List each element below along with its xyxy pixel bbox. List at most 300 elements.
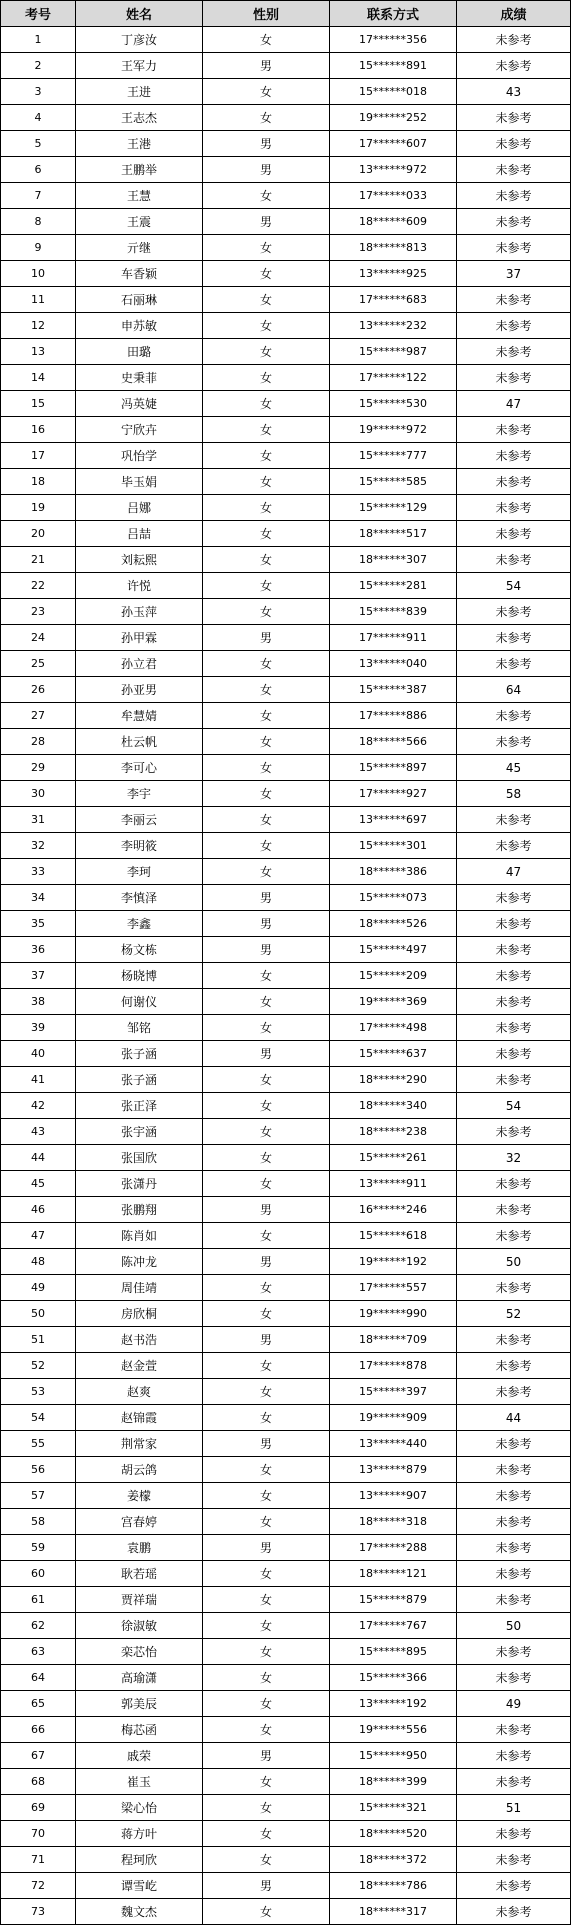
cell-name: 杜云帆 (76, 729, 203, 755)
cell-gender: 男 (203, 1249, 330, 1275)
cell-gender: 男 (203, 209, 330, 235)
cell-exam-id: 20 (1, 521, 76, 547)
header-contact: 联系方式 (330, 1, 457, 27)
cell-score: 未参考 (457, 547, 571, 573)
cell-name: 王震 (76, 209, 203, 235)
cell-exam-id: 23 (1, 599, 76, 625)
cell-exam-id: 70 (1, 1821, 76, 1847)
cell-name: 石丽琳 (76, 287, 203, 313)
cell-exam-id: 41 (1, 1067, 76, 1093)
cell-gender: 女 (203, 1847, 330, 1873)
cell-score: 未参考 (457, 651, 571, 677)
cell-gender: 女 (203, 1405, 330, 1431)
cell-name: 赵锦霞 (76, 1405, 203, 1431)
cell-contact: 18******372 (330, 1847, 457, 1873)
cell-score: 未参考 (457, 989, 571, 1015)
cell-score: 未参考 (457, 1639, 571, 1665)
cell-name: 刘耘熙 (76, 547, 203, 573)
cell-score: 54 (457, 573, 571, 599)
cell-score: 未参考 (457, 235, 571, 261)
table-row (1, 573, 571, 599)
cell-gender: 女 (203, 417, 330, 443)
cell-gender: 男 (203, 1197, 330, 1223)
cell-name: 王志杰 (76, 105, 203, 131)
cell-gender: 女 (203, 1587, 330, 1613)
cell-exam-id: 14 (1, 365, 76, 391)
table-row (1, 937, 571, 963)
table-row (1, 1145, 571, 1171)
cell-exam-id: 43 (1, 1119, 76, 1145)
cell-name: 邹铭 (76, 1015, 203, 1041)
cell-name: 冯英婕 (76, 391, 203, 417)
cell-name: 王鹏举 (76, 157, 203, 183)
cell-exam-id: 42 (1, 1093, 76, 1119)
table-row (1, 1171, 571, 1197)
cell-score: 49 (457, 1691, 571, 1717)
cell-exam-id: 69 (1, 1795, 76, 1821)
cell-name: 李鑫 (76, 911, 203, 937)
cell-name: 袁鹏 (76, 1535, 203, 1561)
cell-gender: 女 (203, 365, 330, 391)
cell-score: 未参考 (457, 703, 571, 729)
cell-name: 张国欣 (76, 1145, 203, 1171)
cell-gender: 女 (203, 807, 330, 833)
cell-contact: 18******399 (330, 1769, 457, 1795)
cell-score: 54 (457, 1093, 571, 1119)
cell-exam-id: 13 (1, 339, 76, 365)
cell-name: 孙甲霖 (76, 625, 203, 651)
cell-contact: 17******886 (330, 703, 457, 729)
table-row (1, 1431, 571, 1457)
cell-exam-id: 36 (1, 937, 76, 963)
cell-score: 未参考 (457, 1587, 571, 1613)
table-row (1, 131, 571, 157)
cell-contact: 17******122 (330, 365, 457, 391)
cell-contact: 15******585 (330, 469, 457, 495)
cell-contact: 17******033 (330, 183, 457, 209)
table-row (1, 1535, 571, 1561)
cell-gender: 女 (203, 1145, 330, 1171)
cell-contact: 13******925 (330, 261, 457, 287)
cell-exam-id: 27 (1, 703, 76, 729)
cell-gender: 女 (203, 1769, 330, 1795)
cell-score: 未参考 (457, 417, 571, 443)
table-row (1, 339, 571, 365)
cell-score: 43 (457, 79, 571, 105)
table-row (1, 1483, 571, 1509)
cell-score: 未参考 (457, 1821, 571, 1847)
cell-contact: 17******927 (330, 781, 457, 807)
cell-exam-id: 63 (1, 1639, 76, 1665)
cell-name: 张宇涵 (76, 1119, 203, 1145)
cell-name: 宁欣卉 (76, 417, 203, 443)
cell-score: 未参考 (457, 625, 571, 651)
cell-gender: 女 (203, 703, 330, 729)
cell-gender: 女 (203, 755, 330, 781)
table-row (1, 1327, 571, 1353)
cell-contact: 18******526 (330, 911, 457, 937)
cell-contact: 13******440 (330, 1431, 457, 1457)
cell-exam-id: 12 (1, 313, 76, 339)
cell-exam-id: 50 (1, 1301, 76, 1327)
cell-gender: 男 (203, 1041, 330, 1067)
table-row (1, 1093, 571, 1119)
cell-exam-id: 26 (1, 677, 76, 703)
cell-contact: 17******607 (330, 131, 457, 157)
cell-contact: 18******709 (330, 1327, 457, 1353)
cell-gender: 女 (203, 729, 330, 755)
cell-contact: 17******683 (330, 287, 457, 313)
table-row (1, 27, 571, 53)
cell-gender: 女 (203, 235, 330, 261)
cell-exam-id: 5 (1, 131, 76, 157)
cell-gender: 女 (203, 1457, 330, 1483)
cell-exam-id: 30 (1, 781, 76, 807)
cell-contact: 19******556 (330, 1717, 457, 1743)
cell-contact: 13******232 (330, 313, 457, 339)
table-row (1, 417, 571, 443)
cell-contact: 15******018 (330, 79, 457, 105)
cell-gender: 女 (203, 1691, 330, 1717)
cell-name: 吕喆 (76, 521, 203, 547)
cell-name: 丁彦汝 (76, 27, 203, 53)
cell-name: 李明筱 (76, 833, 203, 859)
cell-name: 张子涵 (76, 1041, 203, 1067)
cell-name: 亓继 (76, 235, 203, 261)
header-exam-id: 考号 (1, 1, 76, 27)
cell-gender: 女 (203, 573, 330, 599)
cell-contact: 19******369 (330, 989, 457, 1015)
table-row (1, 53, 571, 79)
cell-name: 李丽云 (76, 807, 203, 833)
cell-contact: 15******891 (330, 53, 457, 79)
cell-score: 未参考 (457, 1665, 571, 1691)
table-row (1, 963, 571, 989)
table-row (1, 885, 571, 911)
cell-score: 未参考 (457, 1275, 571, 1301)
table-row (1, 157, 571, 183)
cell-score: 未参考 (457, 1483, 571, 1509)
cell-exam-id: 21 (1, 547, 76, 573)
cell-score: 未参考 (457, 1327, 571, 1353)
cell-name: 周佳靖 (76, 1275, 203, 1301)
cell-score: 未参考 (457, 105, 571, 131)
table-row (1, 1639, 571, 1665)
cell-exam-id: 48 (1, 1249, 76, 1275)
cell-score: 未参考 (457, 443, 571, 469)
cell-name: 孙亚男 (76, 677, 203, 703)
cell-exam-id: 65 (1, 1691, 76, 1717)
header-name: 姓名 (76, 1, 203, 27)
cell-contact: 15******397 (330, 1379, 457, 1405)
cell-score: 未参考 (457, 53, 571, 79)
cell-gender: 女 (203, 1509, 330, 1535)
cell-exam-id: 29 (1, 755, 76, 781)
cell-exam-id: 9 (1, 235, 76, 261)
table-row (1, 495, 571, 521)
cell-name: 巩怡学 (76, 443, 203, 469)
header-gender: 性别 (203, 1, 330, 27)
cell-score: 未参考 (457, 1119, 571, 1145)
cell-contact: 13******972 (330, 157, 457, 183)
cell-name: 杨晓博 (76, 963, 203, 989)
cell-exam-id: 59 (1, 1535, 76, 1561)
cell-exam-id: 64 (1, 1665, 76, 1691)
cell-name: 贾祥瑞 (76, 1587, 203, 1613)
cell-exam-id: 56 (1, 1457, 76, 1483)
table-row (1, 105, 571, 131)
cell-gender: 男 (203, 625, 330, 651)
cell-name: 张正泽 (76, 1093, 203, 1119)
cell-score: 未参考 (457, 313, 571, 339)
cell-gender: 女 (203, 1379, 330, 1405)
cell-contact: 15******530 (330, 391, 457, 417)
table-row (1, 1587, 571, 1613)
cell-gender: 女 (203, 1639, 330, 1665)
cell-gender: 女 (203, 79, 330, 105)
cell-gender: 女 (203, 443, 330, 469)
cell-name: 申苏敏 (76, 313, 203, 339)
table-body (1, 27, 571, 1925)
cell-gender: 男 (203, 885, 330, 911)
cell-gender: 女 (203, 677, 330, 703)
table-row (1, 1847, 571, 1873)
cell-contact: 18******317 (330, 1899, 457, 1925)
cell-exam-id: 44 (1, 1145, 76, 1171)
cell-gender: 男 (203, 937, 330, 963)
cell-exam-id: 49 (1, 1275, 76, 1301)
cell-score: 32 (457, 1145, 571, 1171)
cell-gender: 女 (203, 313, 330, 339)
cell-score: 未参考 (457, 1535, 571, 1561)
cell-contact: 13******040 (330, 651, 457, 677)
cell-score: 未参考 (457, 1197, 571, 1223)
table-row (1, 1275, 571, 1301)
cell-score: 未参考 (457, 1509, 571, 1535)
cell-name: 耿若瑶 (76, 1561, 203, 1587)
table-row (1, 1041, 571, 1067)
cell-gender: 男 (203, 1743, 330, 1769)
table-row (1, 1353, 571, 1379)
cell-score: 未参考 (457, 885, 571, 911)
cell-exam-id: 22 (1, 573, 76, 599)
cell-gender: 女 (203, 183, 330, 209)
cell-score: 未参考 (457, 1041, 571, 1067)
cell-name: 田璐 (76, 339, 203, 365)
cell-gender: 女 (203, 1223, 330, 1249)
cell-name: 车香颖 (76, 261, 203, 287)
cell-contact: 15******073 (330, 885, 457, 911)
cell-score: 52 (457, 1301, 571, 1327)
cell-score: 未参考 (457, 287, 571, 313)
cell-contact: 18******121 (330, 1561, 457, 1587)
cell-gender: 女 (203, 781, 330, 807)
cell-score: 未参考 (457, 1015, 571, 1041)
cell-contact: 15******839 (330, 599, 457, 625)
cell-contact: 17******911 (330, 625, 457, 651)
table-row (1, 1509, 571, 1535)
cell-exam-id: 72 (1, 1873, 76, 1899)
cell-exam-id: 32 (1, 833, 76, 859)
cell-gender: 女 (203, 1353, 330, 1379)
cell-gender: 女 (203, 599, 330, 625)
cell-exam-id: 51 (1, 1327, 76, 1353)
cell-score: 未参考 (457, 157, 571, 183)
cell-contact: 15******497 (330, 937, 457, 963)
cell-contact: 18******813 (330, 235, 457, 261)
cell-contact: 19******972 (330, 417, 457, 443)
table-row (1, 365, 571, 391)
cell-gender: 男 (203, 1535, 330, 1561)
cell-gender: 女 (203, 1795, 330, 1821)
cell-contact: 18******386 (330, 859, 457, 885)
cell-contact: 13******697 (330, 807, 457, 833)
cell-gender: 男 (203, 157, 330, 183)
cell-exam-id: 58 (1, 1509, 76, 1535)
table-row (1, 755, 571, 781)
cell-exam-id: 33 (1, 859, 76, 885)
cell-name: 胡云鸽 (76, 1457, 203, 1483)
cell-gender: 男 (203, 1873, 330, 1899)
cell-score: 未参考 (457, 1769, 571, 1795)
cell-exam-id: 28 (1, 729, 76, 755)
table-row (1, 1379, 571, 1405)
table-row (1, 1821, 571, 1847)
cell-exam-id: 11 (1, 287, 76, 313)
cell-name: 陈肖如 (76, 1223, 203, 1249)
cell-name: 赵书浩 (76, 1327, 203, 1353)
cell-name: 程珂欣 (76, 1847, 203, 1873)
cell-name: 李宇 (76, 781, 203, 807)
cell-exam-id: 3 (1, 79, 76, 105)
cell-gender: 女 (203, 1717, 330, 1743)
cell-name: 徐淑敏 (76, 1613, 203, 1639)
table-row (1, 703, 571, 729)
cell-score: 未参考 (457, 599, 571, 625)
cell-score: 50 (457, 1613, 571, 1639)
cell-exam-id: 53 (1, 1379, 76, 1405)
cell-name: 孙玉萍 (76, 599, 203, 625)
cell-name: 郭美辰 (76, 1691, 203, 1717)
cell-score: 未参考 (457, 1171, 571, 1197)
cell-score: 未参考 (457, 963, 571, 989)
cell-name: 谭雪屹 (76, 1873, 203, 1899)
cell-score: 未参考 (457, 27, 571, 53)
cell-contact: 18******517 (330, 521, 457, 547)
cell-name: 栾芯怡 (76, 1639, 203, 1665)
table-row (1, 287, 571, 313)
cell-gender: 女 (203, 1613, 330, 1639)
cell-score: 未参考 (457, 1873, 571, 1899)
cell-exam-id: 55 (1, 1431, 76, 1457)
cell-gender: 女 (203, 495, 330, 521)
cell-exam-id: 73 (1, 1899, 76, 1925)
cell-score: 未参考 (457, 469, 571, 495)
cell-exam-id: 52 (1, 1353, 76, 1379)
cell-gender: 女 (203, 833, 330, 859)
table-row (1, 79, 571, 105)
table-row (1, 469, 571, 495)
cell-exam-id: 66 (1, 1717, 76, 1743)
cell-name: 王进 (76, 79, 203, 105)
cell-score: 未参考 (457, 1067, 571, 1093)
cell-gender: 女 (203, 1561, 330, 1587)
cell-gender: 女 (203, 469, 330, 495)
cell-contact: 18******340 (330, 1093, 457, 1119)
table-row (1, 1119, 571, 1145)
cell-score: 51 (457, 1795, 571, 1821)
table-row (1, 547, 571, 573)
table-row (1, 1665, 571, 1691)
cell-score: 37 (457, 261, 571, 287)
cell-contact: 15******879 (330, 1587, 457, 1613)
table-row (1, 1405, 571, 1431)
cell-exam-id: 16 (1, 417, 76, 443)
cell-exam-id: 37 (1, 963, 76, 989)
table-row (1, 521, 571, 547)
cell-name: 吕娜 (76, 495, 203, 521)
cell-name: 戚荣 (76, 1743, 203, 1769)
cell-contact: 15******387 (330, 677, 457, 703)
cell-exam-id: 18 (1, 469, 76, 495)
cell-contact: 18******290 (330, 1067, 457, 1093)
cell-gender: 女 (203, 1821, 330, 1847)
cell-contact: 19******909 (330, 1405, 457, 1431)
table-row (1, 183, 571, 209)
cell-score: 64 (457, 677, 571, 703)
table-row (1, 859, 571, 885)
cell-exam-id: 62 (1, 1613, 76, 1639)
cell-score: 未参考 (457, 1223, 571, 1249)
cell-score: 未参考 (457, 1847, 571, 1873)
cell-score: 45 (457, 755, 571, 781)
cell-contact: 18******566 (330, 729, 457, 755)
cell-score: 未参考 (457, 365, 571, 391)
cell-name: 姜檬 (76, 1483, 203, 1509)
cell-name: 何谢仪 (76, 989, 203, 1015)
cell-score: 未参考 (457, 1457, 571, 1483)
cell-name: 许悦 (76, 573, 203, 599)
cell-score: 44 (457, 1405, 571, 1431)
cell-score: 未参考 (457, 1353, 571, 1379)
cell-gender: 女 (203, 1899, 330, 1925)
cell-score: 未参考 (457, 339, 571, 365)
table-row (1, 677, 571, 703)
cell-score: 未参考 (457, 183, 571, 209)
cell-exam-id: 54 (1, 1405, 76, 1431)
cell-exam-id: 68 (1, 1769, 76, 1795)
cell-score: 未参考 (457, 1431, 571, 1457)
cell-name: 崔玉 (76, 1769, 203, 1795)
cell-gender: 女 (203, 1275, 330, 1301)
cell-gender: 女 (203, 27, 330, 53)
cell-contact: 15******777 (330, 443, 457, 469)
cell-gender: 女 (203, 1015, 330, 1041)
table-row (1, 209, 571, 235)
cell-name: 王港 (76, 131, 203, 157)
cell-exam-id: 15 (1, 391, 76, 417)
cell-gender: 女 (203, 1301, 330, 1327)
cell-name: 史秉菲 (76, 365, 203, 391)
cell-name: 王军力 (76, 53, 203, 79)
cell-contact: 18******238 (330, 1119, 457, 1145)
cell-gender: 女 (203, 1093, 330, 1119)
cell-contact: 19******252 (330, 105, 457, 131)
cell-name: 宫春婷 (76, 1509, 203, 1535)
cell-contact: 17******767 (330, 1613, 457, 1639)
cell-exam-id: 61 (1, 1587, 76, 1613)
cell-exam-id: 25 (1, 651, 76, 677)
